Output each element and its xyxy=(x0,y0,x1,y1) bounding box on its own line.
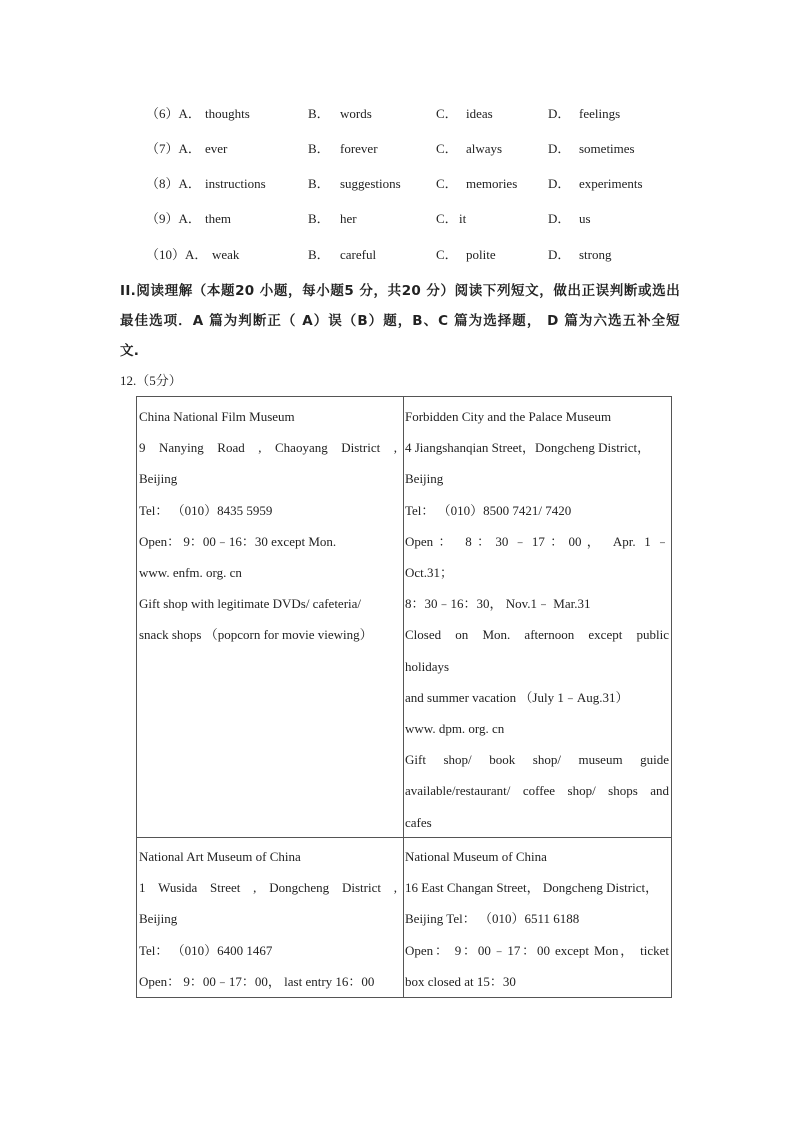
option-a: them xyxy=(205,211,231,226)
option-d: sometimes xyxy=(579,141,635,156)
cell-line: Gift shop with legitimate DVDs/ cafeteria/ xyxy=(139,596,362,612)
question-number: 12.（5分） xyxy=(120,373,182,388)
option-c-label: C． xyxy=(436,106,458,121)
option-c: always xyxy=(466,141,503,156)
option-c-label: C． xyxy=(436,211,458,226)
option-d-label: D． xyxy=(548,247,571,262)
cell-line: Gift shop/ book shop/ museum guide xyxy=(405,752,669,768)
cell-line: snack shops （popcorn for movie viewing） xyxy=(139,627,373,643)
option-b-label: B． xyxy=(308,141,330,156)
cell-line: Beijing xyxy=(139,911,178,927)
option-number: （8）A． xyxy=(146,176,201,191)
section-heading xyxy=(120,276,680,366)
table-divider-vertical xyxy=(403,397,404,997)
cell-line: Tel： （010）6400 1467 xyxy=(139,942,273,958)
option-c: ideas xyxy=(466,106,493,121)
option-b: careful xyxy=(340,247,377,262)
cell-line: Forbidden City and the Palace Museum xyxy=(405,409,612,424)
option-c-label: C． xyxy=(436,176,458,191)
option-c: polite xyxy=(466,247,496,262)
website-link: www. dpm. org. cn xyxy=(405,721,505,737)
cell-art-museum xyxy=(139,841,397,997)
option-b-label: B． xyxy=(308,106,330,121)
cell-line: Beijing xyxy=(139,471,178,487)
cell-palace-museum xyxy=(405,401,669,838)
cell-line: 16 East Changan Street， Dongcheng District， xyxy=(405,880,659,896)
cell-line: China National Film Museum xyxy=(139,409,295,424)
cell-line: cafes xyxy=(405,814,432,830)
cell-line: box closed at 15：30 xyxy=(405,973,516,989)
option-c: it xyxy=(459,211,467,226)
option-a: weak xyxy=(212,247,240,262)
cell-line: Closed on Mon. afternoon except public xyxy=(405,627,669,643)
cell-line: 9 Nanying Road , Chaoyang District , xyxy=(139,440,397,456)
option-a: thoughts xyxy=(205,106,250,121)
option-c-label: C． xyxy=(436,247,458,262)
cell-line: Beijing Tel： （010）6511 6188 xyxy=(405,911,580,927)
cell-line: and summer vacation （July 1﹣Aug.31） xyxy=(405,689,629,705)
option-b: forever xyxy=(340,141,378,156)
cell-line: Beijing xyxy=(405,471,444,487)
option-number: （9）A． xyxy=(146,211,201,226)
cell-line: Tel： （010）8435 5959 xyxy=(139,502,273,518)
option-b: words xyxy=(340,106,372,121)
option-b: suggestions xyxy=(340,176,401,191)
cell-line: National Art Museum of China xyxy=(139,849,301,864)
option-d-label: D． xyxy=(548,106,571,121)
cell-line: Open： 9：00﹣17：00 except Mon， ticket xyxy=(405,942,669,958)
option-d-label: D． xyxy=(548,211,571,226)
option-d: feelings xyxy=(579,106,621,121)
option-b: her xyxy=(340,211,357,226)
option-d-label: D． xyxy=(548,141,571,156)
option-d: experiments xyxy=(579,176,643,191)
section-heading-line: 最佳选项．A 篇为判断正（ A）误（B）题，B、C 篇为选择题， D 篇为六选五补全短 xyxy=(120,313,680,329)
cell-line: 8：30﹣16：30， Nov.1﹣ Mar.31 xyxy=(405,596,591,612)
option-a: ever xyxy=(205,141,228,156)
option-d: us xyxy=(579,211,591,226)
option-number: （7）A． xyxy=(146,141,201,156)
cell-line: Open： 9：00﹣16：30 except Mon. xyxy=(139,533,337,549)
option-number: （10）A． xyxy=(146,247,208,262)
cell-line: available/restaurant/ coffee shop/ shops and xyxy=(405,783,669,799)
option-d: strong xyxy=(579,247,612,262)
cell-line: Open： 8：30﹣17：00， Apr. 1﹣ xyxy=(405,533,669,549)
cell-line: National Museum of China xyxy=(405,849,547,864)
option-b-label: B． xyxy=(308,176,330,191)
cell-line: Open： 9：00﹣17：00， last entry 16：00 xyxy=(139,973,375,989)
website-link: www. enfm. org. cn xyxy=(139,565,242,581)
cell-line: 1 Wusida Street , Dongcheng District , xyxy=(139,880,397,896)
cell-line: Oct.31； xyxy=(405,565,454,581)
cell-film-museum xyxy=(139,401,397,651)
section-heading-line: II.阅读理解（本题20 小题，每小题5 分，共20 分）阅读下列短文，做出正误判断或选出 xyxy=(120,283,680,299)
option-c-label: C． xyxy=(436,141,458,156)
option-d-label: D． xyxy=(548,176,571,191)
cell-line: holidays xyxy=(405,658,450,674)
cell-national-museum xyxy=(405,841,669,997)
option-c: memories xyxy=(466,176,518,191)
cell-line: 4 Jiangshanqian Street，Dongcheng District， xyxy=(405,440,651,456)
section-heading-line: 文. xyxy=(120,343,140,359)
museum-info-table xyxy=(136,396,672,998)
cell-line: Tel： （010）8500 7421/ 7420 xyxy=(405,502,572,518)
option-number: （6）A． xyxy=(146,106,201,121)
option-b-label: B． xyxy=(308,247,330,262)
option-a: instructions xyxy=(205,176,266,191)
option-b-label: B． xyxy=(308,211,330,226)
